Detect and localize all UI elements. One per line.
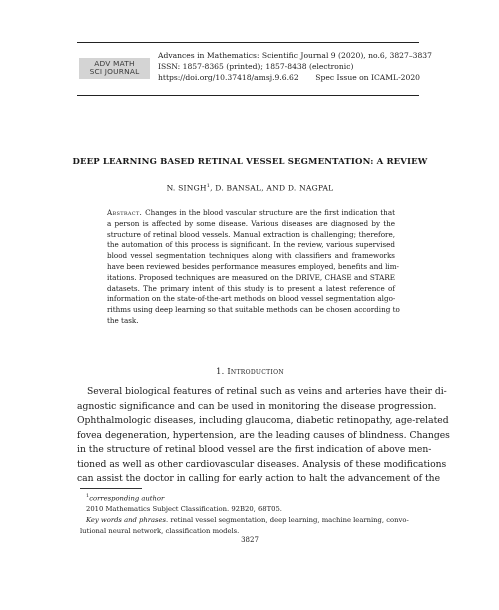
abstract-line xyxy=(107,208,395,219)
abstract-line: a person is affected by some disease. Various diseases are diagnosed by the xyxy=(107,218,395,228)
abstract-line: structure of retinal blood vessels. Manual extraction is challenging; therefore, xyxy=(107,229,395,239)
header-bottom-rule xyxy=(77,95,419,96)
footnote-rule xyxy=(80,488,142,489)
abstract-label: Abstract. xyxy=(107,208,143,217)
abstract-line: have been reviewed besides performance measures employed, benefits and lim- xyxy=(107,261,399,271)
author-list xyxy=(60,183,440,193)
footnote-mark: 1 xyxy=(86,493,90,499)
body-line: agnostic significance and can be used in monitoring the disease progression. xyxy=(77,400,437,412)
abstract-line-text: Changes in the blood vascular structure are the first indication that xyxy=(145,208,395,217)
abstract-line: the automation of this process is significant. In the review, various supervised xyxy=(107,240,395,250)
keywords-value: retinal vessel segmentation, deep learning, machine learning, convo- xyxy=(170,515,409,524)
header-top-rule xyxy=(77,42,419,43)
logo-line-2: SCI JOURNAL xyxy=(89,67,140,76)
journal-issn: ISSN: 1857-8365 (printed); 1857-8438 (electronic) xyxy=(158,62,354,72)
keywords-label: Key words and phrases. xyxy=(86,515,169,524)
body-line: in the structure of retinal blood vessel are the first indication of above men- xyxy=(77,444,432,455)
journal-citation: Advances in Mathematics: Scientific Journal 9 (2020), no.6, 3827–3837 xyxy=(158,51,432,60)
doi-link[interactable]: https://doi.org/10.37418/amsj.9.6.62 xyxy=(158,73,299,83)
footnote-corresponding-text: corresponding author xyxy=(89,494,165,503)
page-number: 3827 xyxy=(241,536,259,544)
footnote-msc xyxy=(80,504,420,515)
abstract-line: the task. xyxy=(107,315,139,325)
section-title: Introduction xyxy=(227,366,284,376)
logo-line-1: ADV MATH xyxy=(94,59,135,68)
journal-header xyxy=(158,50,432,84)
body-line: Ophthalmologic diseases, including glaucoma, diabetic retinopathy, age-related xyxy=(77,415,449,426)
body-line: Several biological features of retinal such as veins and arteries have their di- xyxy=(87,386,447,397)
abstract-line: rithms using deep learning so that suitable methods can be chosen according to xyxy=(107,305,400,315)
msc-label: 2010 Mathematics Subject Classification. xyxy=(86,505,230,514)
introduction-body xyxy=(77,385,450,487)
abstract-line: itations. Proposed techniques are measured on the DRIVE, CHASE and STARE xyxy=(107,272,395,282)
abstract xyxy=(107,208,400,327)
body-line: fovea degeneration, hypertension, are the leading causes of blindness. Changes xyxy=(77,429,450,441)
footnote-keywords xyxy=(80,515,420,526)
abstract-line: datasets. The primary intent of this study is to present a latest reference of xyxy=(107,283,395,293)
msc-value: 92B20, 68T05. xyxy=(231,505,282,514)
abstract-line: information on the state-of-the-art methods on blood vessel segmentation algo- xyxy=(107,294,396,304)
author-1: N. SINGH xyxy=(166,183,207,193)
body-line: can assist the doctor in calling for early action to halt the advancement of the xyxy=(77,473,441,484)
body-line: tioned as well as other cardiovascular diseases. Analysis of these modifications xyxy=(77,458,447,470)
author-1-footnote-mark: 1 xyxy=(206,183,211,189)
section-heading-introduction xyxy=(60,366,440,376)
footnote-keywords-cont: lutional neural network, classification models. xyxy=(80,526,240,535)
journal-doi-row xyxy=(158,72,420,83)
special-issue-label: Spec Issue on ICAML-2020 xyxy=(315,73,420,83)
footnote-corresponding xyxy=(80,491,420,504)
abstract-line: blood vessel segmentation techniques along with classifiers and frameworks xyxy=(107,251,395,261)
section-number: 1. xyxy=(216,366,225,376)
journal-logo xyxy=(79,58,150,79)
footnotes xyxy=(80,491,420,536)
other-authors: , D. BANSAL, AND D. NAGPAL xyxy=(210,183,334,193)
paper-title: DEEP LEARNING BASED RETINAL VESSEL SEGMENTATION: A REVIEW xyxy=(72,157,428,167)
